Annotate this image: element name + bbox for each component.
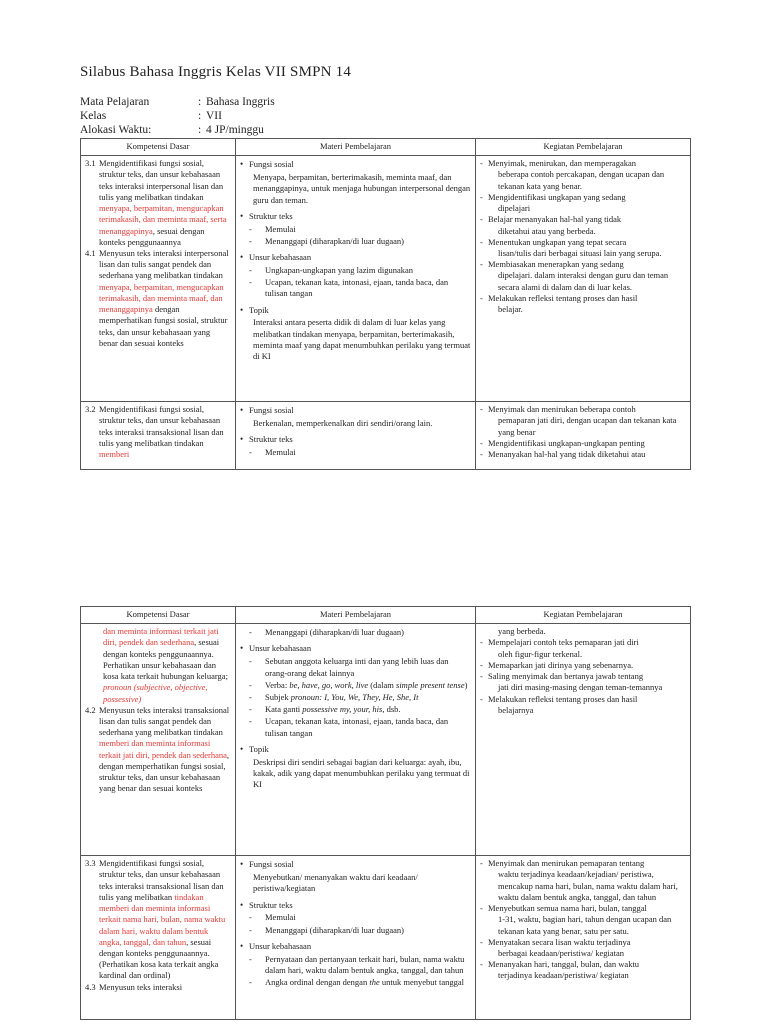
materi-text: Deskripsi diri sendiri sebagai bagian dari keluarga: ayah, ibu, kakak, adik yang dapat menumbuhkan perilaku yang termuat di KI (253, 756, 470, 790)
kd-item (85, 404, 231, 460)
kd-text: Menyusun teks interaksi transaksional lisan dan tulis sangat pendek dan sederhana yang melibatkan tindakan (99, 704, 230, 738)
materi-cell (236, 402, 476, 470)
kegiatan-item: - Memaparkan jati dirinya yang sebenarnya. (480, 659, 634, 670)
materi-subitem: - Kata ganti possessive my, your, his, dsb. (249, 704, 401, 715)
kd-text: Menyusun teks interaksi interpersonal lisan dan tulis sangat pendek dan sederhana yang melibatkan tindakan (99, 247, 229, 281)
kd-text: dengan memperhatikan fungsi sosial, struktur teks, dan unsur kebahasaan yang benar dan sesuai konteks (99, 304, 228, 348)
meta-key: Alokasi Waktu: (80, 124, 152, 136)
header-kegiatan: Kegiatan Pembelajaran (476, 139, 691, 156)
materi-subitem: - Subjek pronoun: I, You, We, They, He, She, It (249, 691, 419, 702)
materi-heading: • Unsur kebahasaan (240, 643, 312, 654)
table-row (81, 856, 691, 1020)
table-header-row (81, 607, 691, 624)
kompetensi-cell (81, 856, 236, 1020)
kegiatan-item: - Melakukan refleksi tentang proses dan hasil belajar. (480, 292, 638, 315)
materi-subitem: - Sebutan anggota keluarga inti dan yang lebih luas dan orang-orang dekat lainnya (249, 656, 449, 678)
meta-key: Kelas (80, 110, 107, 122)
table-header-row (81, 139, 691, 156)
materi-subitem: - Memulai (249, 912, 296, 923)
materi-heading: • Fungsi sosial (240, 159, 294, 170)
kd-highlight: menyapa, berpamitan, mengucapkan terimakasih, dan meminta maaf, dan menanggapinya (99, 281, 224, 315)
meta-key: Mata Pelajaran (80, 96, 150, 108)
kegiatan-cell (476, 156, 691, 402)
materi-heading: • Topik (240, 304, 269, 315)
kd-highlight: memberi (99, 449, 130, 460)
materi-subitem: - Menanggapi (diharapkan/di luar dugaan) (249, 924, 405, 935)
kegiatan-item: - Saling menyimak dan bertanya jawab tentang jati diri masing-masing dengan teman-temannya (480, 671, 663, 693)
kd-item (85, 158, 231, 248)
materi-heading: • Unsur kebahasaan (240, 940, 312, 951)
materi-subitem: - Ucapan, tekanan kata, intonasi, ejaan, tanda baca, dan tulisan tangan (249, 277, 449, 299)
table-row (81, 402, 691, 470)
kd-number: 3.3 (85, 858, 96, 869)
materi-heading: • Struktur teks (240, 434, 293, 445)
kegiatan-item: - Menyimak dan menirukan beberapa contoh pemaparan jati diri, dengan ucapan dan tekanan kata yang benar (480, 404, 677, 437)
kompetensi-cell (81, 624, 236, 856)
kd-text: , sesuai dengan konteks penggunaannya (99, 225, 205, 247)
materi-heading: • Topik (240, 743, 269, 754)
kegiatan-item: - Membiasakan menerapkan yang sedang dipelajari. dalam interaksi dengan guru dan teman secara alami di dalam dan di luar kelas. (480, 259, 669, 292)
materi-text: Berkenalan, memperkenalkan diri sendiri/orang lain. (253, 418, 433, 429)
kegiatan-item: - Melakukan refleksi tentang proses dan hasil belajarnya (480, 693, 638, 715)
materi-heading: • Fungsi sosial (240, 405, 294, 416)
materi-subitem: - Memulai (249, 223, 296, 234)
kegiatan-item: - Mengidentifikasi ungkapan-ungkapan penting (480, 437, 645, 448)
kd-highlight: memberi dan meminta informasi terkait jati diri, pendek dan sederhana (99, 738, 227, 760)
kd-number: 4.2 (85, 704, 96, 715)
kegiatan-cell (476, 402, 691, 470)
kd-text: , sesuai dengan konteks penggunaannya. (Perhatikan kosa kata terkait angka kardinal dan ordinal) (99, 936, 219, 981)
kd-number: 4.1 (85, 247, 96, 258)
meta-value: VII (206, 110, 222, 122)
materi-heading: • Struktur teks (240, 899, 293, 910)
materi-text: Interaksi antara peserta didik di dalam di luar kelas yang melibatkan tindakan menyapa, berpamitan, berterimakasih, meminta maaf yang dapat menumbuhkan perilaku yang termuat di KI (253, 317, 471, 362)
kegiatan-item: - Menyimak dan menirukan pemaparan tentang waktu terjadinya keadaan/kejadian/ peristiwa, mencakup nama hari, bulan, nama waktu dalam hari, waktu dalam bentuk angka, tanggal, dan tahun (480, 858, 678, 902)
header-kompetensi-dasar: Kompetensi Dasar (81, 607, 236, 624)
kegiatan-item: - Mengidentifikasi ungkapan yang sedang dipelajari (480, 191, 626, 214)
kegiatan-item: - Menanyakan hal-hal yang tidak diketahui atau (480, 449, 646, 460)
materi-heading: • Unsur kebahasaan (240, 252, 312, 263)
materi-cell (236, 856, 476, 1020)
kd-highlight: pronoun (subjective, objective, possessive) (103, 682, 208, 704)
table-row (81, 156, 691, 402)
kegiatan-item: - Mempelajari contoh teks pemaparan jati diri oleh figur-figur terkenal. (480, 637, 639, 659)
meta-colon: : (198, 124, 202, 136)
materi-subitem: - Menanggapi (diharapkan/di luar dugaan) (249, 235, 405, 246)
syllabus-table-2 (80, 606, 691, 1020)
kd-item (85, 858, 231, 981)
materi-subitem: - Ucapan, tekanan kata, intonasi, ejaan, tanda baca, dan tulisan tangan (249, 716, 449, 738)
materi-subitem: - Pernyataan dan pertanyaan terkait hari, bulan, nama waktu dalam hari, waktu dalam bentuk angka, tanggal, dan tahun (249, 953, 465, 975)
header-kegiatan: Kegiatan Pembelajaran (476, 607, 691, 624)
header-kompetensi-dasar: Kompetensi Dasar (81, 139, 236, 156)
kd-text: Mengidentifikasi fungsi sosial, struktur teks, dan unsur kebahasaan teks interaksi transaksional lisan dan tulis yang melibatkan tindakan (99, 404, 224, 448)
meta-colon: : (198, 96, 202, 108)
kd-item (85, 248, 231, 349)
header-materi: Materi Pembelajaran (236, 139, 476, 156)
materi-text: Menyebutkan/ menanyakan waktu dari keadaan/ peristiwa/kegiatan (253, 872, 418, 894)
materi-subitem: - Verba: be, have, go, work, live (dalam simple present tense) (249, 679, 468, 690)
kegiatan-cell (476, 856, 691, 1020)
kd-text: Menyusun teks interaksi (99, 981, 183, 992)
kd-highlight: dan meminta informasi terkait jati diri, pendek dan sederhana (103, 626, 219, 648)
kd-item (85, 982, 231, 993)
meta-value: 4 JP/minggu (206, 124, 264, 136)
kd-number: 3.2 (85, 404, 96, 415)
kegiatan-item: - Menanyakan hari, tanggal, bulan, dan waktu terjadinya keadaan/peristiwa/ kegiatan (480, 959, 640, 981)
kegiatan-item: - Menyebutkan semua nama hari, bulan, tanggal 1-31, waktu, bagian hari, tahun dengan ucapan dan tekanan kata yang benar, satu per satu. (480, 903, 672, 936)
materi-subitem: - Angka ordinal dengan dengan the untuk menyebut tanggal (249, 977, 465, 988)
kompetensi-cell (81, 402, 236, 470)
kd-text: , dengan memperhatikan fungsi sosial, struktur teks, dan unsur kebahasaan yang benar dan sesuai konteks (99, 749, 230, 794)
kd-text: Mengidentifikasi fungsi sosial, struktur teks, dan unsur kebahasaan teks interaksi transaksional lisan dan tulis yang melibatkan (99, 858, 224, 902)
materi-heading: • Struktur teks (240, 210, 293, 221)
materi-cell (236, 624, 476, 856)
kd-continuation (85, 626, 231, 705)
kegiatan-item: - Belajar menanyakan hal-hal yang tidak diketahui atau yang berbeda. (480, 214, 622, 236)
meta-value: Bahasa Inggris (206, 96, 275, 108)
kegiatan-item: - Menyimak, menirukan, dan memperagakan beberapa contoh percakapan, dengan ucapan dan tekanan kata yang benar. (480, 158, 665, 191)
materi-text: Menyapa, berpamitan, berterimakasih, meminta maaf, dan menanggapinya, untuk menjaga hubungan interpersonal dengan guru dan teman. (253, 172, 471, 205)
kd-number: 3.1 (85, 158, 96, 169)
syllabus-table-1 (80, 138, 691, 470)
materi-subitem: - Ungkapan-ungkapan yang lazim digunakan (249, 264, 413, 275)
meta-colon: : (198, 110, 202, 122)
materi-heading: • Fungsi sosial (240, 859, 294, 870)
kd-number: 4.3 (85, 981, 96, 992)
kd-highlight: tindakan memberi dan meminta informasi terkait nama hari, bulan, nama waktu dalam hari, waktu dalam bentuk angka, tanggal, dan tahun (99, 891, 226, 947)
kd-text: , sesuai dengan konteks penggunaannya. Perhatikan unsur kebahasaan dan kosa kata terkait hubungan keluarga; (103, 637, 228, 682)
materi-subitem: - Memulai (249, 447, 296, 458)
header-materi: Materi Pembelajaran (236, 607, 476, 624)
kegiatan-item: - Menyatakan secara lisan waktu terjadinya berbagai keadaan/peristiwa/ kegiatan (480, 936, 631, 958)
materi-cell (236, 156, 476, 402)
kegiatan-item: yang berbeda. (498, 626, 546, 637)
kd-text: Mengidentifikasi fungsi sosial, struktur teks, dan unsur kebahasaan teks interaksi interpersonal lisan dan tulis yang melibatkan tindakan (99, 158, 224, 202)
kd-item (85, 705, 231, 795)
kompetensi-cell (81, 156, 236, 402)
kd-highlight: menyapa, berpamitan, mengucapkan terimakasih, dan meminta maaf, serta menanggapinya (99, 203, 227, 236)
kegiatan-cell (476, 624, 691, 856)
kegiatan-item: - Menentukan ungkapan yang tepat secara lisan/tulis dari berbagai situasi lain yang serupa. (480, 236, 662, 258)
materi-subitem: - Menanggapi (diharapkan/di luar dugaan) (249, 627, 405, 638)
page-title: Silabus Bahasa Inggris Kelas VII SMPN 14 (80, 64, 352, 80)
table-row (81, 624, 691, 856)
